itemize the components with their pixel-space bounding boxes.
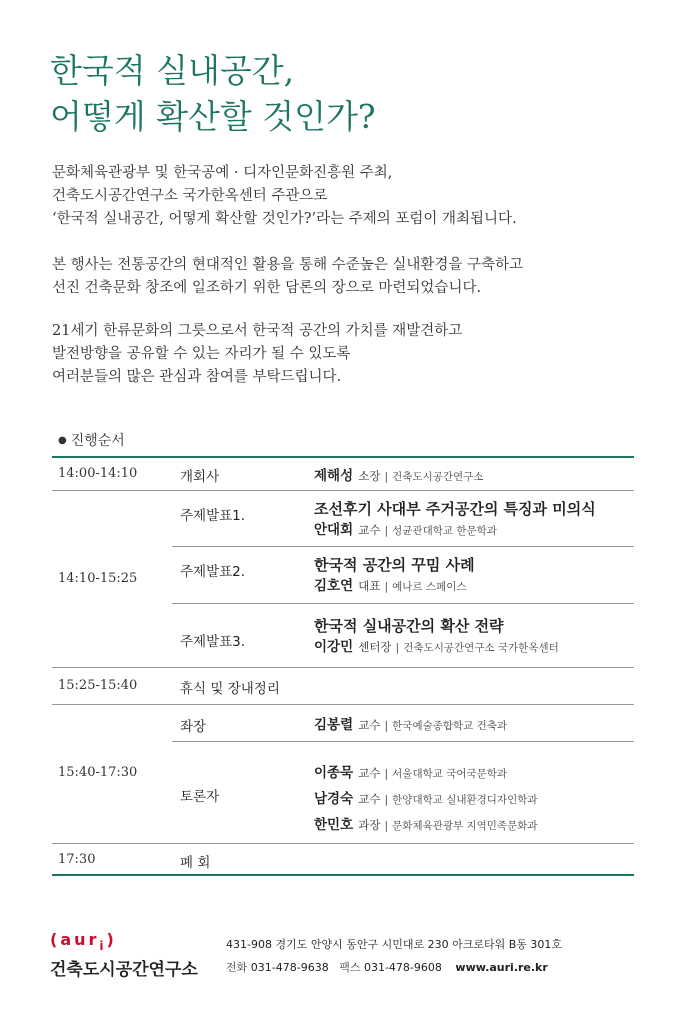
fax-label: 팩스 xyxy=(339,961,361,974)
page-title xyxy=(50,48,376,140)
intro-paragraph-1 xyxy=(52,162,517,231)
panelist: 이종묵 교수 | 서울대학교 국어국문학과 xyxy=(314,765,508,781)
intro-line: 본 행사는 전통공간의 현대적인 활용을 통해 수준높은 실내환경을 구축하고 xyxy=(52,257,524,273)
intro-paragraph-2 xyxy=(52,254,523,300)
panel-row xyxy=(172,741,634,843)
speaker-name: 남경숙 xyxy=(314,791,354,807)
speaker-affiliation: 성균관대학교 한문학과 xyxy=(392,525,497,537)
speaker: 제해성 소장 | 건축도시공간연구소 xyxy=(314,468,484,484)
time-cell: 14:00-14:10 xyxy=(58,466,138,481)
speaker-role: 교수 xyxy=(358,718,381,732)
session-label: 개회사 xyxy=(180,469,220,485)
speaker-role: 대표 xyxy=(358,579,381,593)
intro-paragraph-3 xyxy=(52,320,462,389)
schedule-row-discussion xyxy=(52,704,634,843)
talk-title: 조선후기 사대부 주거공간의 특징과 미의식 xyxy=(314,500,596,518)
intro-line: 건축도시공간연구소 국가한옥센터 주관으로 xyxy=(52,188,328,204)
bullet-icon: ● xyxy=(58,435,67,446)
intro-line: 21세기 한류문화의 그릇으로서 한국적 공간의 가치를 재발견하고 xyxy=(52,323,463,339)
talk-label: 주제발표1. xyxy=(180,508,246,524)
speaker-affiliation: 한국예술종합학교 건축과 xyxy=(392,720,508,732)
speaker: 김호연 대표 | 예나르 스페이스 xyxy=(314,578,467,594)
talk-label: 주제발표3. xyxy=(180,634,246,650)
speaker: 안대회 교수 | 성균관대학교 한문학과 xyxy=(314,522,497,538)
speaker: 이강민 센터장 | 건축도시공간연구소 국가한옥센터 xyxy=(314,639,559,655)
panelist: 남경숙 교수 | 한양대학교 실내환경디자인학과 xyxy=(314,791,538,807)
schedule-heading xyxy=(58,430,125,450)
session-label: 폐 회 xyxy=(180,855,211,871)
speaker-role: 교수 xyxy=(358,766,381,780)
time-cell: 15:40-17:30 xyxy=(58,765,138,780)
intro-line: 발전방향을 공유할 수 있는 자리가 될 수 있도록 xyxy=(52,346,351,362)
intro-line: 선진 건축문화 창조에 일조하기 위한 담론의 장으로 마련되었습니다. xyxy=(52,280,482,296)
speaker-name: 한민호 xyxy=(314,817,354,833)
talk-label: 주제발표2. xyxy=(180,564,246,580)
website-link[interactable]: www.auri.re.kr xyxy=(455,961,548,974)
schedule-row-opening xyxy=(52,456,634,490)
intro-line: 여러분들의 많은 관심과 참여를 부탁드립니다. xyxy=(52,369,342,385)
speaker-affiliation: 한양대학교 실내환경디자인학과 xyxy=(392,794,538,806)
speaker-role: 센터장 xyxy=(358,640,392,654)
panel-label: 토론자 xyxy=(180,789,220,805)
organization-name: 건축도시공간연구소 xyxy=(50,960,198,980)
schedule-table xyxy=(52,456,634,876)
time-cell: 14:10-15:25 xyxy=(58,571,138,586)
speaker-affiliation: 예나르 스페이스 xyxy=(392,581,467,593)
speaker-affiliation: 건축도시공간연구소 국가한옥센터 xyxy=(403,642,559,654)
title-line-1: 한국적 실내공간, xyxy=(50,51,295,90)
phone-number: 031-478-9638 xyxy=(250,961,329,974)
speaker-affiliation: 건축도시공간연구소 xyxy=(392,471,484,483)
address: 431-908 경기도 안양시 동안구 시민대로 230 아크로타워 B동 301호 xyxy=(226,938,562,951)
speaker-name: 김호연 xyxy=(314,578,354,594)
talk-item xyxy=(172,491,634,546)
speaker-role: 교수 xyxy=(358,523,381,537)
talk-item xyxy=(172,603,634,667)
schedule-row-closing xyxy=(52,843,634,876)
contact-info xyxy=(226,959,548,975)
speaker: 김봉렬 교수 | 한국예술종합학교 건축과 xyxy=(314,717,508,733)
speaker-role: 소장 xyxy=(358,469,381,483)
title-line-2: 어떻게 확산할 것인가? xyxy=(50,97,376,136)
schedule-row-break xyxy=(52,667,634,704)
talk-title: 한국적 공간의 꾸밈 사례 xyxy=(314,556,475,574)
time-cell: 15:25-15:40 xyxy=(58,678,138,693)
speaker-role: 교수 xyxy=(358,792,381,806)
intro-line: 문화체육관광부 및 한국공예 · 디자인문화진흥원 주최, xyxy=(52,165,393,181)
speaker-name: 이강민 xyxy=(314,639,354,655)
speaker-name: 제해성 xyxy=(314,468,354,484)
talk-title: 한국적 실내공간의 확산 전략 xyxy=(314,617,504,635)
talk-item xyxy=(172,546,634,603)
chair-row xyxy=(172,705,634,741)
time-cell: 17:30 xyxy=(58,852,96,867)
chair-label: 좌장 xyxy=(180,719,207,735)
session-label: 휴식 및 장내정리 xyxy=(180,681,280,697)
speaker-name: 안대회 xyxy=(314,522,354,538)
intro-line: ‘한국적 실내공간, 어떻게 확산할 것인가?’라는 주제의 포럼이 개최됩니다. xyxy=(52,211,517,227)
schedule-row-talks xyxy=(52,490,634,667)
panelist: 한민호 과장 | 문화체육관광부 지역민족문화과 xyxy=(314,817,538,833)
speaker-role: 과장 xyxy=(358,818,381,832)
fax-number: 031-478-9608 xyxy=(363,961,442,974)
speaker-name: 이종묵 xyxy=(314,765,354,781)
schedule-heading-text: 진행순서 xyxy=(70,433,125,449)
auri-logo: (aur$_i$) xyxy=(50,930,117,953)
phone-label: 전화 xyxy=(226,961,248,974)
speaker-affiliation: 서울대학교 국어국문학과 xyxy=(392,768,508,780)
speaker-name: 김봉렬 xyxy=(314,717,354,733)
speaker-affiliation: 문화체육관광부 지역민족문화과 xyxy=(392,820,538,832)
